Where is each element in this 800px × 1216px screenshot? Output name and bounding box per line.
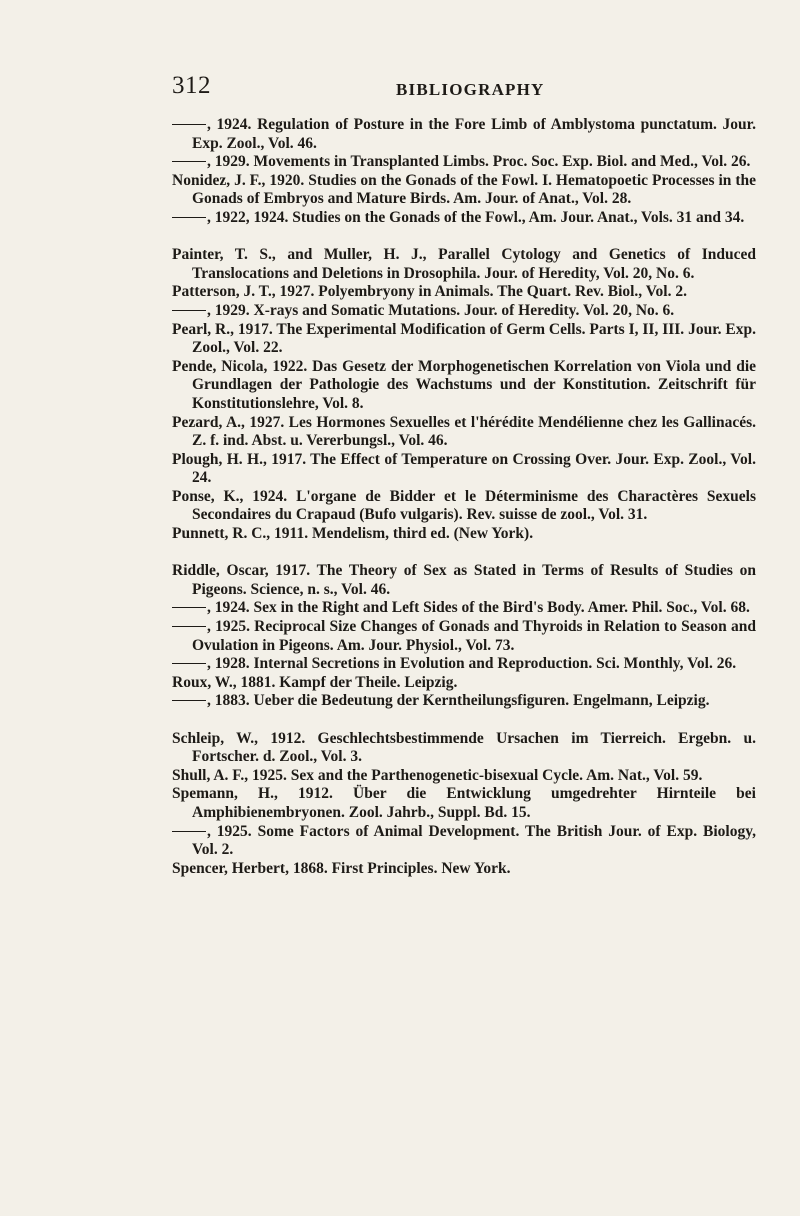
reference-entry bbox=[172, 525, 756, 544]
reference-entry bbox=[172, 283, 756, 302]
reference-text: , 1928. Internal Secretions in Evolution and Reproduction. Sci. Monthly, Vol. 26. bbox=[207, 655, 737, 673]
reference-text: Punnett, R. C., 1911. Mendelism, third ed. (New York). bbox=[172, 525, 534, 543]
same-author-dash bbox=[172, 663, 206, 664]
reference-text: Spencer, Herbert, 1868. First Principles. New York. bbox=[172, 859, 511, 877]
page-number: 312 bbox=[172, 72, 211, 99]
running-head: BIBLIOGRAPHY bbox=[396, 80, 545, 99]
reference-text: , 1924. Regulation of Posture in the Fore Limb of Amblystoma punctatum. Jour. Exp. Zool., Vol. 46. bbox=[192, 116, 756, 152]
reference-text: Ponse, K., 1924. L'organe de Bidder et le Déterminisme des Charactères Sexuels Secondaires du Crapaud (Bufo vulgaris). Rev. suisse de zool., Vol. 31. bbox=[172, 487, 756, 524]
same-author-dash bbox=[172, 217, 206, 218]
reference-text: Spemann, H., 1912. Über die Entwicklung umgedrehter Hirnteile bei Amphibienembryonen. Zool. Jahrb., Suppl. Bd. 15. bbox=[172, 785, 756, 821]
reference-entry bbox=[172, 451, 756, 488]
reference-group bbox=[172, 246, 756, 544]
reference-text: Painter, T. S., and Muller, H. J., Parallel Cytology and Genetics of Induced Translocations and Deletions in Drosophila. Jour. of Heredity, Vol. 20, No. 6. bbox=[172, 246, 756, 282]
reference-text: Patterson, J. T., 1927. Polyembryony in Animals. The Quart. Rev. Biol., Vol. 2. bbox=[172, 283, 687, 301]
reference-entry-continuation bbox=[172, 618, 756, 655]
reference-entry-continuation bbox=[172, 209, 756, 228]
reference-entry bbox=[172, 860, 756, 879]
reference-entry bbox=[172, 785, 756, 822]
reference-text: , 1924. Sex in the Right and Left Sides of the Bird's Body. Amer. Phil. Soc., Vol. 68. bbox=[207, 599, 750, 617]
reference-text: Plough, H. H., 1917. The Effect of Temperature on Crossing Over. Jour. Exp. Zool., Vol. 24. bbox=[172, 450, 756, 487]
reference-entry bbox=[172, 321, 756, 358]
same-author-dash bbox=[172, 626, 206, 627]
reference-entry-continuation bbox=[172, 599, 756, 618]
reference-entry-continuation bbox=[172, 692, 756, 711]
reference-entry-continuation bbox=[172, 116, 756, 153]
reference-group bbox=[172, 562, 756, 711]
same-author-dash bbox=[172, 124, 206, 125]
reference-entry bbox=[172, 414, 756, 451]
reference-text: Pearl, R., 1917. The Experimental Modification of Germ Cells. Parts I, II, III. Jour. Exp. Zool., Vol. 22. bbox=[172, 320, 756, 357]
reference-text: , 1925. Some Factors of Animal Development. The British Jour. of Exp. Biology, Vol. 2. bbox=[192, 822, 756, 859]
bibliography-list bbox=[172, 116, 756, 878]
reference-text: , 1883. Ueber die Bedeutung der Kerntheilungsfiguren. Engelmann, Leipzig. bbox=[207, 692, 710, 710]
reference-entry bbox=[172, 358, 756, 414]
same-author-dash bbox=[172, 161, 206, 162]
reference-text: , 1925. Reciprocal Size Changes of Gonads and Thyroids in Relation to Season and Ovulation in Pigeons. Am. Jour. Physiol., Vol. 73. bbox=[192, 618, 756, 654]
same-author-dash bbox=[172, 831, 206, 832]
reference-text: Roux, W., 1881. Kampf der Theile. Leipzig. bbox=[172, 673, 458, 691]
page-header bbox=[172, 72, 752, 108]
reference-text: Nonidez, J. F., 1920. Studies on the Gonads of the Fowl. I. Hematopoetic Processes in the Gonads of Embryos and Mature Birds. Am. Jour. of Anat., Vol. 28. bbox=[172, 171, 756, 208]
reference-entry bbox=[172, 730, 756, 767]
reference-entry bbox=[172, 674, 756, 693]
same-author-dash bbox=[172, 700, 206, 701]
reference-text: Pende, Nicola, 1922. Das Gesetz der Morphogenetischen Korrelation von Viola und die Grundlagen der Pathologie des Wachstums und der Konstitution. Zeitschrift für Konstitutionslehre, Vol. 8. bbox=[172, 357, 756, 412]
reference-group bbox=[172, 116, 756, 228]
same-author-dash bbox=[172, 310, 206, 311]
reference-text: Schleip, W., 1912. Geschlechtsbestimmende Ursachen im Tierreich. Ergebn. u. Fortscher. d. Zool., Vol. 3. bbox=[172, 729, 756, 766]
reference-text: Pezard, A., 1927. Les Hormones Sexuelles et l'hérédite Mendélienne chez les Gallinacés. Z. f. ind. Abst. u. Vererbungsl., Vol. 46. bbox=[172, 413, 756, 450]
reference-text: , 1929. Movements in Transplanted Limbs. Proc. Soc. Exp. Biol. and Med., Vol. 26. bbox=[207, 153, 751, 171]
reference-entry bbox=[172, 246, 756, 283]
same-author-dash bbox=[172, 607, 206, 608]
reference-entry bbox=[172, 562, 756, 599]
reference-entry bbox=[172, 767, 756, 786]
reference-entry bbox=[172, 172, 756, 209]
reference-text: Shull, A. F., 1925. Sex and the Parthenogenetic-bisexual Cycle. Am. Nat., Vol. 59. bbox=[172, 766, 703, 784]
reference-text: , 1922, 1924. Studies on the Gonads of the Fowl., Am. Jour. Anat., Vols. 31 and 34. bbox=[207, 208, 745, 226]
reference-entry-continuation bbox=[172, 823, 756, 860]
reference-text: , 1929. X-rays and Somatic Mutations. Jour. of Heredity. Vol. 20, No. 6. bbox=[207, 301, 675, 319]
reference-group bbox=[172, 730, 756, 879]
reference-entry-continuation bbox=[172, 153, 756, 172]
reference-entry-continuation bbox=[172, 302, 756, 321]
reference-entry bbox=[172, 488, 756, 525]
reference-entry-continuation bbox=[172, 655, 756, 674]
reference-text: Riddle, Oscar, 1917. The Theory of Sex as Stated in Terms of Results of Studies on Pigeons. Science, n. s., Vol. 46. bbox=[172, 562, 756, 598]
